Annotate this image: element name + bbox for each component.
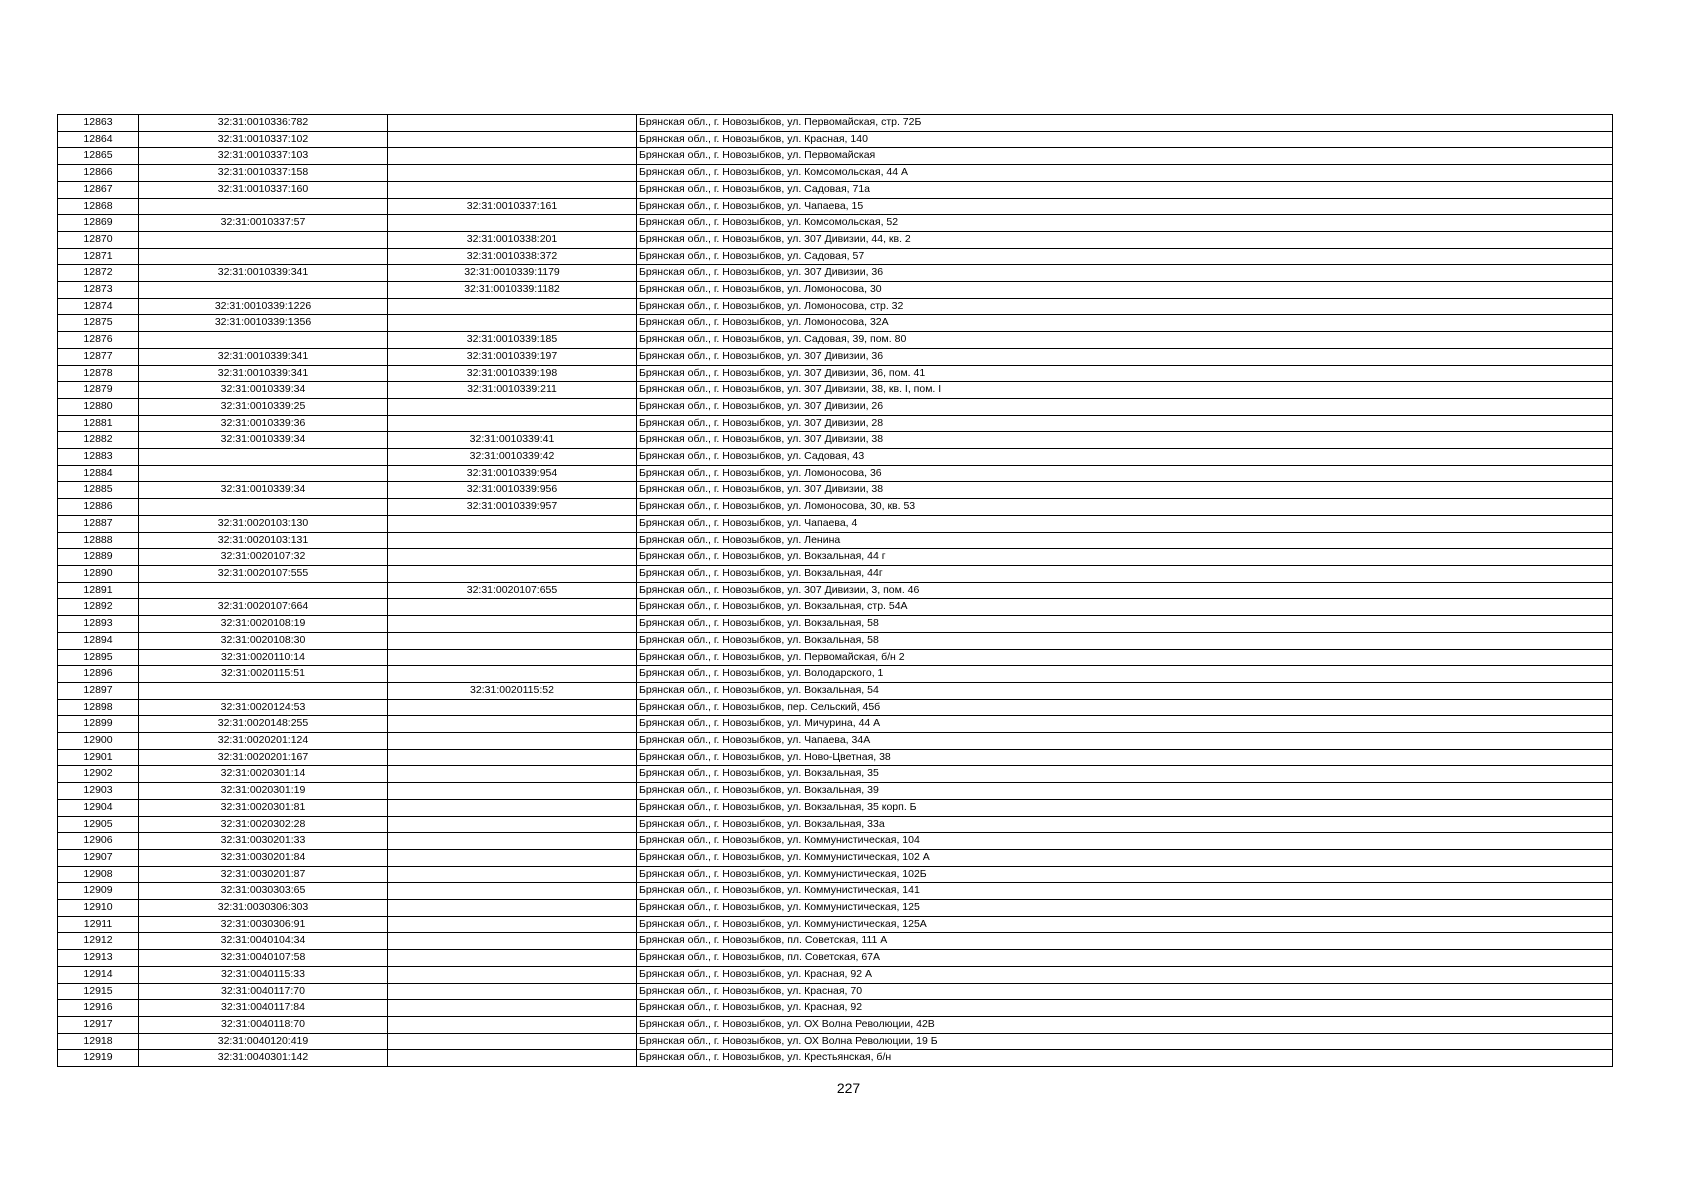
land-cadastral-number-cell: 32:31:0020301:19: [139, 783, 388, 800]
address-cell: Брянская обл., г. Новозыбков, ул. Вокзальная, стр. 54А: [637, 599, 1613, 616]
land-cadastral-number-cell: 32:31:0020110:14: [139, 649, 388, 666]
land-cadastral-number-cell: 32:31:0010337:57: [139, 215, 388, 232]
row-number-cell: 12871: [58, 248, 139, 265]
address-cell: Брянская обл., г. Новозыбков, ул. 307 Дивизии, 36, пом. 41: [637, 365, 1613, 382]
land-cadastral-number-cell: 32:31:0040120:419: [139, 1033, 388, 1050]
address-cell: Брянская обл., г. Новозыбков, ул. Коммунистическая, 102Б: [637, 866, 1613, 883]
address-cell: Брянская обл., г. Новозыбков, ул. Садовая, 43: [637, 449, 1613, 466]
table-row: [58, 1033, 1613, 1050]
land-cadastral-number-cell: 32:31:0040107:58: [139, 950, 388, 967]
land-cadastral-number-cell: [139, 231, 388, 248]
table-row: [58, 966, 1613, 983]
table-row: [58, 449, 1613, 466]
building-cadastral-number-cell: [388, 398, 637, 415]
row-number-cell: 12879: [58, 382, 139, 399]
row-number-cell: 12901: [58, 749, 139, 766]
land-cadastral-number-cell: [139, 465, 388, 482]
land-cadastral-number-cell: 32:31:0010339:341: [139, 365, 388, 382]
address-cell: Брянская обл., г. Новозыбков, ул. Мичурина, 44 А: [637, 716, 1613, 733]
building-cadastral-number-cell: 32:31:0010339:42: [388, 449, 637, 466]
table-row: [58, 900, 1613, 917]
address-cell: Брянская обл., г. Новозыбков, ул. Чапаева, 34А: [637, 733, 1613, 750]
address-cell: Брянская обл., г. Новозыбков, ул. 307 Дивизии, 38, кв. I, пом. I: [637, 382, 1613, 399]
table-row: [58, 749, 1613, 766]
building-cadastral-number-cell: [388, 883, 637, 900]
address-cell: Брянская обл., г. Новозыбков, ул. Коммунистическая, 125А: [637, 916, 1613, 933]
building-cadastral-number-cell: [388, 766, 637, 783]
row-number-cell: 12886: [58, 499, 139, 516]
row-number-cell: 12903: [58, 783, 139, 800]
building-cadastral-number-cell: [388, 415, 637, 432]
building-cadastral-number-cell: [388, 1033, 637, 1050]
row-number-cell: 12894: [58, 632, 139, 649]
address-cell: Брянская обл., г. Новозыбков, ул. 307 Дивизии, 28: [637, 415, 1613, 432]
building-cadastral-number-cell: [388, 315, 637, 332]
address-cell: Брянская обл., г. Новозыбков, ул. Коммунистическая, 104: [637, 833, 1613, 850]
address-cell: Брянская обл., г. Новозыбков, ул. Ломоносова, 30: [637, 282, 1613, 299]
page-number: 227: [836, 1080, 861, 1096]
row-number-cell: 12877: [58, 348, 139, 365]
table-row: [58, 532, 1613, 549]
row-number-cell: 12863: [58, 115, 139, 132]
table-row: [58, 265, 1613, 282]
address-cell: Брянская обл., г. Новозыбков, ул. Садовая, 71а: [637, 181, 1613, 198]
building-cadastral-number-cell: [388, 549, 637, 566]
address-cell: Брянская обл., г. Новозыбков, ул. 307 Дивизии, 38: [637, 432, 1613, 449]
land-cadastral-number-cell: 32:31:0020107:555: [139, 565, 388, 582]
land-cadastral-number-cell: 32:31:0010337:160: [139, 181, 388, 198]
address-cell: Брянская обл., г. Новозыбков, ул. Красная, 70: [637, 983, 1613, 1000]
table-row: [58, 766, 1613, 783]
land-cadastral-number-cell: 32:31:0020107:32: [139, 549, 388, 566]
row-number-cell: 12905: [58, 816, 139, 833]
land-cadastral-number-cell: [139, 198, 388, 215]
row-number-cell: 12910: [58, 900, 139, 917]
row-number-cell: 12893: [58, 616, 139, 633]
address-cell: Брянская обл., г. Новозыбков, ул. Вокзальная, 58: [637, 632, 1613, 649]
land-cadastral-number-cell: 32:31:0030201:87: [139, 866, 388, 883]
land-cadastral-number-cell: 32:31:0030201:84: [139, 849, 388, 866]
row-number-cell: 12876: [58, 332, 139, 349]
table-row: [58, 632, 1613, 649]
building-cadastral-number-cell: [388, 1000, 637, 1017]
address-cell: Брянская обл., г. Новозыбков, ул. Коммунистическая, 125: [637, 900, 1613, 917]
land-cadastral-number-cell: [139, 582, 388, 599]
building-cadastral-number-cell: [388, 1016, 637, 1033]
table-row: [58, 1016, 1613, 1033]
land-cadastral-number-cell: 32:31:0010339:1226: [139, 298, 388, 315]
table-row: [58, 799, 1613, 816]
row-number-cell: 12875: [58, 315, 139, 332]
row-number-cell: 12917: [58, 1016, 139, 1033]
address-cell: Брянская обл., г. Новозыбков, ул. Красная, 92: [637, 1000, 1613, 1017]
row-number-cell: 12884: [58, 465, 139, 482]
address-cell: Брянская обл., г. Новозыбков, ул. Первомайская, стр. 72Б: [637, 115, 1613, 132]
register-body: [58, 115, 1613, 1067]
land-cadastral-number-cell: 32:31:0040118:70: [139, 1016, 388, 1033]
address-cell: Брянская обл., г. Новозыбков, ул. Вокзальная, 44г: [637, 565, 1613, 582]
land-cadastral-number-cell: 32:31:0020302:28: [139, 816, 388, 833]
table-row: [58, 365, 1613, 382]
row-number-cell: 12873: [58, 282, 139, 299]
address-cell: Брянская обл., г. Новозыбков, ул. Ленина: [637, 532, 1613, 549]
table-row: [58, 198, 1613, 215]
address-cell: Брянская обл., г. Новозыбков, ул. 307 Дивизии, 36: [637, 265, 1613, 282]
land-cadastral-number-cell: 32:31:0020301:14: [139, 766, 388, 783]
table-row: [58, 248, 1613, 265]
address-cell: Брянская обл., г. Новозыбков, ул. Володарского, 1: [637, 666, 1613, 683]
building-cadastral-number-cell: [388, 983, 637, 1000]
address-cell: Брянская обл., г. Новозыбков, ул. Первомайская: [637, 148, 1613, 165]
table-row: [58, 298, 1613, 315]
table-row: [58, 499, 1613, 516]
address-cell: Брянская обл., г. Новозыбков, ул. Ново-Цветная, 38: [637, 749, 1613, 766]
building-cadastral-number-cell: [388, 515, 637, 532]
row-number-cell: 12915: [58, 983, 139, 1000]
building-cadastral-number-cell: [388, 649, 637, 666]
building-cadastral-number-cell: [388, 165, 637, 182]
row-number-cell: 12878: [58, 365, 139, 382]
table-row: [58, 131, 1613, 148]
building-cadastral-number-cell: [388, 966, 637, 983]
table-row: [58, 482, 1613, 499]
address-cell: Брянская обл., г. Новозыбков, ул. Первомайская, б/н 2: [637, 649, 1613, 666]
land-cadastral-number-cell: [139, 499, 388, 516]
table-row: [58, 716, 1613, 733]
address-cell: Брянская обл., г. Новозыбков, ул. Коммунистическая, 141: [637, 883, 1613, 900]
building-cadastral-number-cell: [388, 666, 637, 683]
land-cadastral-number-cell: 32:31:0020108:30: [139, 632, 388, 649]
table-row: [58, 933, 1613, 950]
table-row: [58, 215, 1613, 232]
land-cadastral-number-cell: 32:31:0020301:81: [139, 799, 388, 816]
table-row: [58, 599, 1613, 616]
table-row: [58, 833, 1613, 850]
row-number-cell: 12882: [58, 432, 139, 449]
table-row: [58, 582, 1613, 599]
table-row: [58, 666, 1613, 683]
table-row: [58, 348, 1613, 365]
land-cadastral-number-cell: [139, 282, 388, 299]
building-cadastral-number-cell: [388, 733, 637, 750]
land-cadastral-number-cell: 32:31:0020107:664: [139, 599, 388, 616]
land-cadastral-number-cell: 32:31:0020108:19: [139, 616, 388, 633]
table-row: [58, 950, 1613, 967]
row-number-cell: 12880: [58, 398, 139, 415]
land-cadastral-number-cell: 32:31:0010337:102: [139, 131, 388, 148]
address-cell: Брянская обл., г. Новозыбков, ул. Вокзальная, 33а: [637, 816, 1613, 833]
address-cell: Брянская обл., г. Новозыбков, ул. Чапаева, 15: [637, 198, 1613, 215]
address-cell: Брянская обл., г. Новозыбков, ул. Вокзальная, 58: [637, 616, 1613, 633]
address-cell: Брянская обл., г. Новозыбков, ул. 307 Дивизии, 26: [637, 398, 1613, 415]
building-cadastral-number-cell: [388, 933, 637, 950]
building-cadastral-number-cell: [388, 849, 637, 866]
table-row: [58, 565, 1613, 582]
building-cadastral-number-cell: 32:31:0010339:211: [388, 382, 637, 399]
table-row: [58, 816, 1613, 833]
building-cadastral-number-cell: 32:31:0010339:956: [388, 482, 637, 499]
building-cadastral-number-cell: 32:31:0010337:161: [388, 198, 637, 215]
table-row: [58, 181, 1613, 198]
building-cadastral-number-cell: [388, 148, 637, 165]
address-cell: Брянская обл., г. Новозыбков, ул. Красная, 92 А: [637, 966, 1613, 983]
building-cadastral-number-cell: [388, 749, 637, 766]
address-cell: Брянская обл., г. Новозыбков, ул. Ломоносова, стр. 32: [637, 298, 1613, 315]
table-row: [58, 649, 1613, 666]
building-cadastral-number-cell: [388, 632, 637, 649]
table-row: [58, 148, 1613, 165]
table-row: [58, 733, 1613, 750]
building-cadastral-number-cell: 32:31:0020107:655: [388, 582, 637, 599]
address-cell: Брянская обл., г. Новозыбков, ул. ОХ Волна Революции, 19 Б: [637, 1033, 1613, 1050]
row-number-cell: 12909: [58, 883, 139, 900]
table-row: [58, 866, 1613, 883]
table-row: [58, 115, 1613, 132]
building-cadastral-number-cell: 32:31:0010339:957: [388, 499, 637, 516]
address-cell: Брянская обл., г. Новозыбков, ул. Ломоносова, 36: [637, 465, 1613, 482]
table-row: [58, 549, 1613, 566]
property-register-table: [57, 114, 1613, 1067]
land-cadastral-number-cell: 32:31:0040104:34: [139, 933, 388, 950]
table-row: [58, 282, 1613, 299]
building-cadastral-number-cell: [388, 1050, 637, 1067]
row-number-cell: 12883: [58, 449, 139, 466]
land-cadastral-number-cell: 32:31:0010337:158: [139, 165, 388, 182]
address-cell: Брянская обл., г. Новозыбков, ул. Красная, 140: [637, 131, 1613, 148]
building-cadastral-number-cell: [388, 616, 637, 633]
building-cadastral-number-cell: 32:31:0010339:1182: [388, 282, 637, 299]
address-cell: Брянская обл., г. Новозыбков, ул. 307 Дивизии, 44, кв. 2: [637, 231, 1613, 248]
row-number-cell: 12885: [58, 482, 139, 499]
address-cell: Брянская обл., г. Новозыбков, пер. Сельский, 45б: [637, 699, 1613, 716]
row-number-cell: 12904: [58, 799, 139, 816]
building-cadastral-number-cell: [388, 916, 637, 933]
row-number-cell: 12912: [58, 933, 139, 950]
building-cadastral-number-cell: 32:31:0010339:198: [388, 365, 637, 382]
table-row: [58, 165, 1613, 182]
table-row: [58, 616, 1613, 633]
address-cell: Брянская обл., г. Новозыбков, пл. Советская, 67А: [637, 950, 1613, 967]
row-number-cell: 12866: [58, 165, 139, 182]
address-cell: Брянская обл., г. Новозыбков, ул. 307 Дивизии, 36: [637, 348, 1613, 365]
row-number-cell: 12888: [58, 532, 139, 549]
row-number-cell: 12864: [58, 131, 139, 148]
row-number-cell: 12900: [58, 733, 139, 750]
building-cadastral-number-cell: [388, 799, 637, 816]
table-row: [58, 883, 1613, 900]
address-cell: Брянская обл., г. Новозыбков, ул. Вокзальная, 44 г: [637, 549, 1613, 566]
land-cadastral-number-cell: 32:31:0040301:142: [139, 1050, 388, 1067]
address-cell: Брянская обл., г. Новозыбков, ул. Ломоносова, 32А: [637, 315, 1613, 332]
table-row: [58, 382, 1613, 399]
row-number-cell: 12887: [58, 515, 139, 532]
land-cadastral-number-cell: 32:31:0020103:131: [139, 532, 388, 549]
building-cadastral-number-cell: [388, 716, 637, 733]
building-cadastral-number-cell: 32:31:0010339:41: [388, 432, 637, 449]
land-cadastral-number-cell: 32:31:0020103:130: [139, 515, 388, 532]
address-cell: Брянская обл., г. Новозыбков, ул. Вокзальная, 35 корп. Б: [637, 799, 1613, 816]
row-number-cell: 12881: [58, 415, 139, 432]
row-number-cell: 12918: [58, 1033, 139, 1050]
building-cadastral-number-cell: 32:31:0010339:954: [388, 465, 637, 482]
row-number-cell: 12895: [58, 649, 139, 666]
row-number-cell: 12899: [58, 716, 139, 733]
address-cell: Брянская обл., г. Новозыбков, ул. Вокзальная, 54: [637, 682, 1613, 699]
land-cadastral-number-cell: [139, 332, 388, 349]
land-cadastral-number-cell: 32:31:0020115:51: [139, 666, 388, 683]
row-number-cell: 12919: [58, 1050, 139, 1067]
building-cadastral-number-cell: 32:31:0010339:1179: [388, 265, 637, 282]
address-cell: Брянская обл., г. Новозыбков, ул. Коммунистическая, 102 А: [637, 849, 1613, 866]
table-row: [58, 465, 1613, 482]
row-number-cell: 12898: [58, 699, 139, 716]
building-cadastral-number-cell: [388, 532, 637, 549]
land-cadastral-number-cell: 32:31:0010339:341: [139, 265, 388, 282]
address-cell: Брянская обл., г. Новозыбков, пл. Советская, 111 А: [637, 933, 1613, 950]
building-cadastral-number-cell: 32:31:0010338:201: [388, 231, 637, 248]
land-cadastral-number-cell: 32:31:0010339:341: [139, 348, 388, 365]
land-cadastral-number-cell: 32:31:0010339:1356: [139, 315, 388, 332]
row-number-cell: 12914: [58, 966, 139, 983]
land-cadastral-number-cell: [139, 248, 388, 265]
address-cell: Брянская обл., г. Новозыбков, ул. Вокзальная, 35: [637, 766, 1613, 783]
row-number-cell: 12868: [58, 198, 139, 215]
land-cadastral-number-cell: 32:31:0020201:167: [139, 749, 388, 766]
building-cadastral-number-cell: [388, 866, 637, 883]
row-number-cell: 12872: [58, 265, 139, 282]
building-cadastral-number-cell: [388, 833, 637, 850]
building-cadastral-number-cell: 32:31:0010339:185: [388, 332, 637, 349]
table-row: [58, 916, 1613, 933]
row-number-cell: 12890: [58, 565, 139, 582]
building-cadastral-number-cell: [388, 950, 637, 967]
table-row: [58, 515, 1613, 532]
address-cell: Брянская обл., г. Новозыбков, ул. 307 Дивизии, 3, пом. 46: [637, 582, 1613, 599]
land-cadastral-number-cell: 32:31:0030303:65: [139, 883, 388, 900]
row-number-cell: 12897: [58, 682, 139, 699]
row-number-cell: 12907: [58, 849, 139, 866]
building-cadastral-number-cell: [388, 783, 637, 800]
address-cell: Брянская обл., г. Новозыбков, ул. 307 Дивизии, 38: [637, 482, 1613, 499]
land-cadastral-number-cell: 32:31:0010336:782: [139, 115, 388, 132]
building-cadastral-number-cell: 32:31:0020115:52: [388, 682, 637, 699]
land-cadastral-number-cell: 32:31:0020201:124: [139, 733, 388, 750]
land-cadastral-number-cell: 32:31:0010339:34: [139, 382, 388, 399]
building-cadastral-number-cell: 32:31:0010338:372: [388, 248, 637, 265]
land-cadastral-number-cell: 32:31:0010339:34: [139, 482, 388, 499]
row-number-cell: 12869: [58, 215, 139, 232]
row-number-cell: 12870: [58, 231, 139, 248]
row-number-cell: 12913: [58, 950, 139, 967]
table-row: [58, 415, 1613, 432]
land-cadastral-number-cell: 32:31:0010339:34: [139, 432, 388, 449]
building-cadastral-number-cell: [388, 215, 637, 232]
land-cadastral-number-cell: 32:31:0030306:91: [139, 916, 388, 933]
address-cell: Брянская обл., г. Новозыбков, ул. ОХ Волна Революции, 42В: [637, 1016, 1613, 1033]
table-row: [58, 783, 1613, 800]
land-cadastral-number-cell: 32:31:0010339:36: [139, 415, 388, 432]
table-row: [58, 699, 1613, 716]
table-row: [58, 432, 1613, 449]
row-number-cell: 12891: [58, 582, 139, 599]
land-cadastral-number-cell: 32:31:0020124:53: [139, 699, 388, 716]
land-cadastral-number-cell: [139, 682, 388, 699]
address-cell: Брянская обл., г. Новозыбков, ул. Вокзальная, 39: [637, 783, 1613, 800]
address-cell: Брянская обл., г. Новозыбков, ул. Садовая, 57: [637, 248, 1613, 265]
row-number-cell: 12896: [58, 666, 139, 683]
land-cadastral-number-cell: 32:31:0010339:25: [139, 398, 388, 415]
row-number-cell: 12908: [58, 866, 139, 883]
land-cadastral-number-cell: [139, 449, 388, 466]
land-cadastral-number-cell: 32:31:0030201:33: [139, 833, 388, 850]
address-cell: Брянская обл., г. Новозыбков, ул. Комсомольская, 52: [637, 215, 1613, 232]
row-number-cell: 12865: [58, 148, 139, 165]
address-cell: Брянская обл., г. Новозыбков, ул. Крестьянская, б/н: [637, 1050, 1613, 1067]
table-row: [58, 231, 1613, 248]
table-row: [58, 849, 1613, 866]
building-cadastral-number-cell: [388, 816, 637, 833]
table-row: [58, 983, 1613, 1000]
address-cell: Брянская обл., г. Новозыбков, ул. Чапаева, 4: [637, 515, 1613, 532]
land-cadastral-number-cell: 32:31:0030306:303: [139, 900, 388, 917]
row-number-cell: 12906: [58, 833, 139, 850]
row-number-cell: 12902: [58, 766, 139, 783]
land-cadastral-number-cell: 32:31:0040115:33: [139, 966, 388, 983]
building-cadastral-number-cell: [388, 181, 637, 198]
building-cadastral-number-cell: 32:31:0010339:197: [388, 348, 637, 365]
table-row: [58, 682, 1613, 699]
row-number-cell: 12916: [58, 1000, 139, 1017]
building-cadastral-number-cell: [388, 599, 637, 616]
address-cell: Брянская обл., г. Новозыбков, ул. Ломоносова, 30, кв. 53: [637, 499, 1613, 516]
land-cadastral-number-cell: 32:31:0040117:70: [139, 983, 388, 1000]
row-number-cell: 12874: [58, 298, 139, 315]
table-row: [58, 315, 1613, 332]
address-cell: Брянская обл., г. Новозыбков, ул. Садовая, 39, пом. 80: [637, 332, 1613, 349]
building-cadastral-number-cell: [388, 565, 637, 582]
table-row: [58, 332, 1613, 349]
table-row: [58, 1050, 1613, 1067]
row-number-cell: 12867: [58, 181, 139, 198]
building-cadastral-number-cell: [388, 115, 637, 132]
table-row: [58, 1000, 1613, 1017]
building-cadastral-number-cell: [388, 298, 637, 315]
land-cadastral-number-cell: 32:31:0020148:255: [139, 716, 388, 733]
row-number-cell: 12911: [58, 916, 139, 933]
land-cadastral-number-cell: 32:31:0010337:103: [139, 148, 388, 165]
table-row: [58, 398, 1613, 415]
building-cadastral-number-cell: [388, 699, 637, 716]
row-number-cell: 12892: [58, 599, 139, 616]
building-cadastral-number-cell: [388, 131, 637, 148]
building-cadastral-number-cell: [388, 900, 637, 917]
row-number-cell: 12889: [58, 549, 139, 566]
address-cell: Брянская обл., г. Новозыбков, ул. Комсомольская, 44 А: [637, 165, 1613, 182]
land-cadastral-number-cell: 32:31:0040117:84: [139, 1000, 388, 1017]
